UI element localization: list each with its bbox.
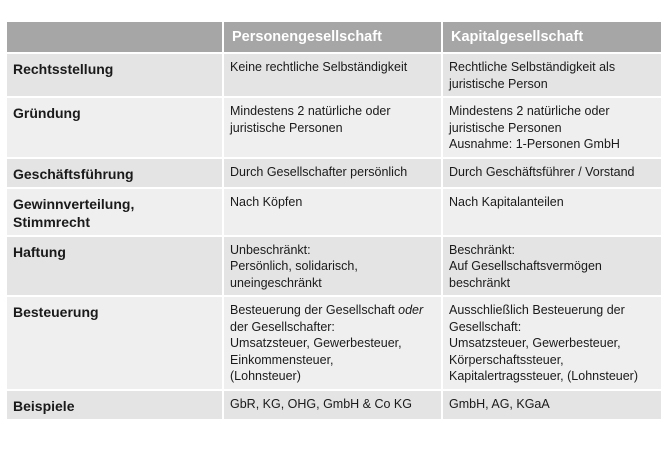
cell-line: Ausnahme: 1-Personen GmbH <box>449 137 620 151</box>
emphasis-text: oder <box>398 303 424 317</box>
cell-personengesellschaft <box>224 159 443 189</box>
cell-line: Durch Gesellschafter persönlich <box>230 164 408 179</box>
row-label <box>7 159 224 189</box>
cell-line: Persönlich, solidarisch, <box>230 259 358 273</box>
row-label <box>7 54 224 98</box>
cell-line: Gesellschaft: <box>449 319 522 334</box>
cell-line: Nach Köpfen <box>230 194 303 209</box>
header-empty-cell <box>7 22 224 54</box>
row-label-line: Geschäftsführung <box>13 165 134 182</box>
table-row-beispiele <box>7 391 661 421</box>
table-row-besteuerung <box>7 297 661 391</box>
cell-personengesellschaft <box>224 54 443 98</box>
cell-text: Besteuerung der Gesellschaft <box>230 303 399 317</box>
cell-personengesellschaft <box>224 98 443 159</box>
cell-line: Auf Gesellschaftsvermögen <box>449 259 602 273</box>
row-label-line: Gründung <box>13 105 81 121</box>
cell-kapitalgesellschaft <box>443 297 661 391</box>
row-label <box>7 98 224 159</box>
row-label <box>7 189 224 237</box>
cell-line: GmbH, AG, KGaA <box>449 396 550 411</box>
cell-line: Rechtliche Selbständigkeit als <box>449 60 616 74</box>
cell-line: Mindestens 2 natürliche oder <box>449 104 610 118</box>
cell-line <box>230 302 435 319</box>
cell-kapitalgesellschaft <box>443 54 661 98</box>
comparison-table <box>7 22 661 421</box>
cell-line: Keine rechtliche Selbständigkeit <box>230 60 408 74</box>
table-row-rechtsstellung <box>7 54 661 98</box>
table-row-gruendung <box>7 98 661 159</box>
cell-personengesellschaft <box>224 391 443 421</box>
cell-personengesellschaft <box>224 237 443 298</box>
row-label-line: Beispiele <box>13 397 75 414</box>
header-row <box>7 22 661 54</box>
cell-line: Beschränkt: <box>449 242 516 257</box>
comparison-table-container <box>7 22 661 421</box>
table-row-geschaeftsfuehrung <box>7 159 661 189</box>
cell-personengesellschaft <box>224 297 443 391</box>
cell-line: GbR, KG, OHG, GmbH & Co KG <box>230 396 412 411</box>
cell-line: Nach Kapitalanteilen <box>449 194 564 209</box>
table-row-gewinnverteilung <box>7 189 661 237</box>
cell-line: der Gesellschafter: <box>230 319 335 334</box>
cell-kapitalgesellschaft <box>443 98 661 159</box>
cell-line: juristische Person <box>449 76 548 91</box>
row-label <box>7 297 224 391</box>
table-row-haftung <box>7 237 661 298</box>
cell-line: Umsatzsteuer, Gewerbesteuer, <box>449 336 621 350</box>
cell-line: uneingeschränkt <box>230 275 322 290</box>
row-label <box>7 391 224 421</box>
cell-line: beschränkt <box>449 275 511 290</box>
row-label-line: Stimmrecht <box>13 213 91 230</box>
cell-line: Durch Geschäftsführer / Vorstand <box>449 164 635 179</box>
cell-line: juristische Personen <box>230 120 343 135</box>
header-kapitalgesellschaft: Kapitalgesellschaft <box>443 22 661 54</box>
cell-line: Ausschließlich Besteuerung der <box>449 303 625 317</box>
row-label-line: Haftung <box>13 243 66 260</box>
cell-kapitalgesellschaft <box>443 159 661 189</box>
cell-kapitalgesellschaft <box>443 189 661 237</box>
cell-line: Kapitalertragssteuer, (Lohnsteuer) <box>449 369 638 383</box>
cell-line: Unbeschränkt: <box>230 242 311 257</box>
cell-line: juristische Personen <box>449 120 562 135</box>
row-label-line: Besteuerung <box>13 304 99 320</box>
cell-line: Umsatzsteuer, Gewerbesteuer, <box>230 336 402 350</box>
cell-line: Körperschaftssteuer, <box>449 352 564 367</box>
row-label-line: Gewinnverteilung, <box>13 195 135 212</box>
cell-kapitalgesellschaft <box>443 237 661 298</box>
cell-personengesellschaft <box>224 189 443 237</box>
cell-line: Einkommensteuer, <box>230 352 334 367</box>
cell-line: Mindestens 2 natürliche oder <box>230 104 391 118</box>
row-label-line: Rechtsstellung <box>13 61 114 77</box>
cell-kapitalgesellschaft <box>443 391 661 421</box>
row-label <box>7 237 224 298</box>
cell-line: (Lohnsteuer) <box>230 369 301 383</box>
header-personengesellschaft: Personengesellschaft <box>224 22 443 54</box>
